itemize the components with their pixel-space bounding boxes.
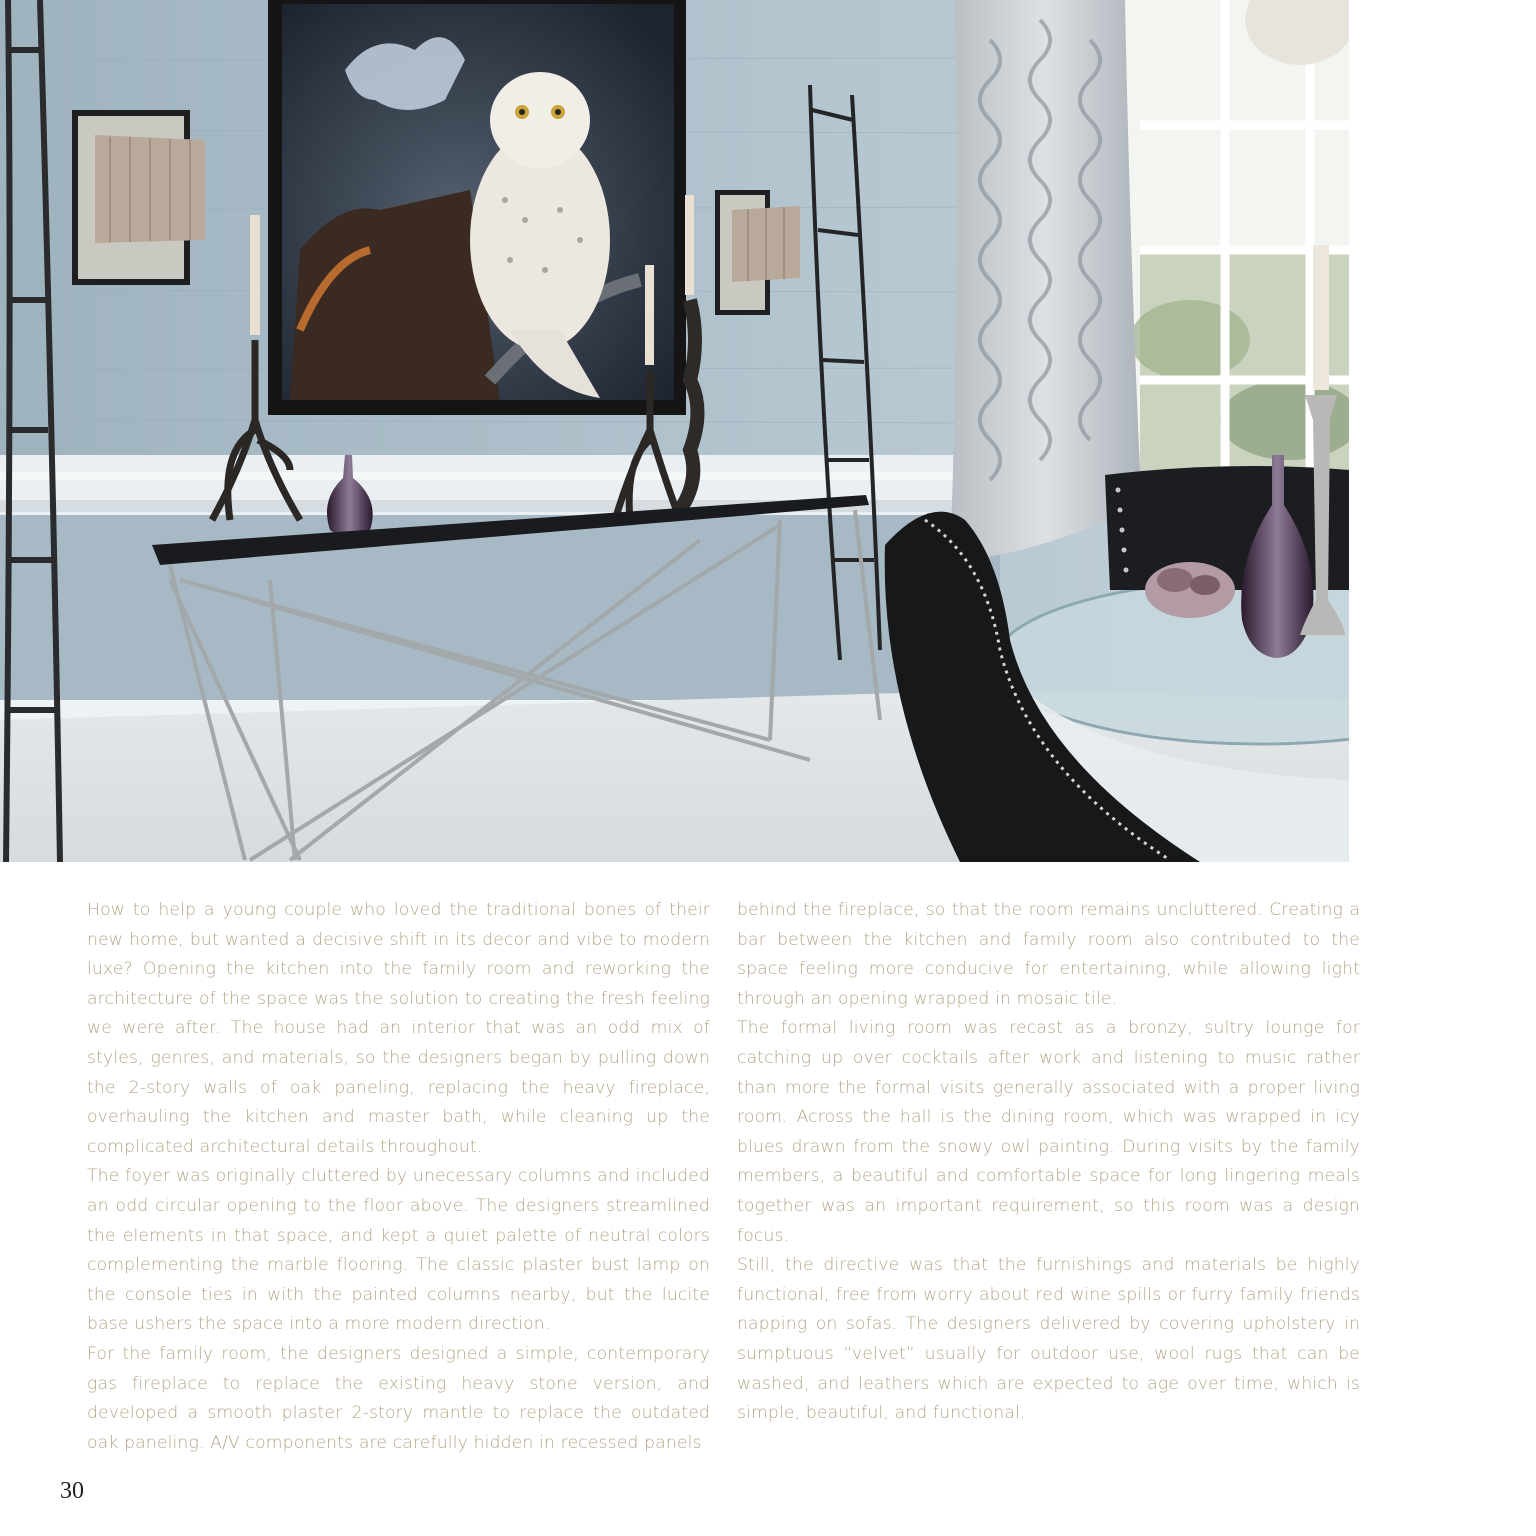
article-paragraph: The formal living room was recast as a bronzy, sultry lounge for catching up over cocktails after work and listening to music rather than more the formal visits generally associated with a proper living room. Across the hall is the dining room, which was wrapped in icy blues drawn from the snowy owl painting. During visits by the family members, a beautiful and comfortable space for long lingering meals together was an important requirement, so this room was a design focus. [737, 1018, 1360, 1246]
article-column-left [87, 896, 710, 1458]
article-paragraph: For the family room, the designers designed a simple, contemporary gas fireplace to replace the existing heavy stone version, and developed a smooth plaster 2-story mantle to replace the outdated oak paneling. A/V components are carefully hidden in recessed panels [87, 1343, 710, 1453]
article-paragraph: behind the fireplace, so that the room remains uncluttered. Creating a bar between the kitchen and family room also contributed to the space feeling more conducive for entertaining, while allowing light through an opening wrapped in mosaic tile. [737, 900, 1360, 1009]
owl-painting [268, 0, 686, 415]
page-number: 30 [60, 1478, 84, 1504]
dining-chair-back [1105, 466, 1349, 590]
article-paragraph: How to help a young couple who loved the traditional bones of their new home, but wanted a decisive shift in its decor and vibe to modern luxe? Opening the kitchen into the family room and reworking the architecture of the space was the solution to creating the fresh feeling we were after. The house had an interior that was an odd mix of styles, genres, and materials, so the designers began by pulling down the 2-story walls of oak paneling, replacing the heavy fireplace, overhauling the kitchen and master bath, while cleaning up the complicated architectural details throughout. [87, 900, 710, 1157]
coral-sculpture [1145, 562, 1235, 618]
dining-room-photo [0, 0, 1349, 862]
sconce-left [72, 110, 205, 285]
lower-wall [0, 515, 1000, 715]
article-paragraph: The foyer was originally cluttered by unecessary columns and included an odd circular opening to the floor above. The designers streamlined the elements in that space, and kept a quiet palette of neutral colors complementing the marble flooring. The classic plaster bust lamp on the console ties in with the painted columns nearby, but the lucite base ushers the space into a more modern direction. [87, 1166, 710, 1335]
article-paragraph: Still, the directive was that the furnishings and materials be highly functional, free from worry about red wine spills or furry family friends napping on sofas. The designers delivered by covering upholstery in sumptuous “velvet” usually for outdoor use, wool rugs that can be washed, and leathers which are expected to age over time, which is simple, beautiful, and functional. [737, 1255, 1360, 1424]
article-column-right [737, 896, 1360, 1429]
photo-illustration [0, 0, 1349, 862]
